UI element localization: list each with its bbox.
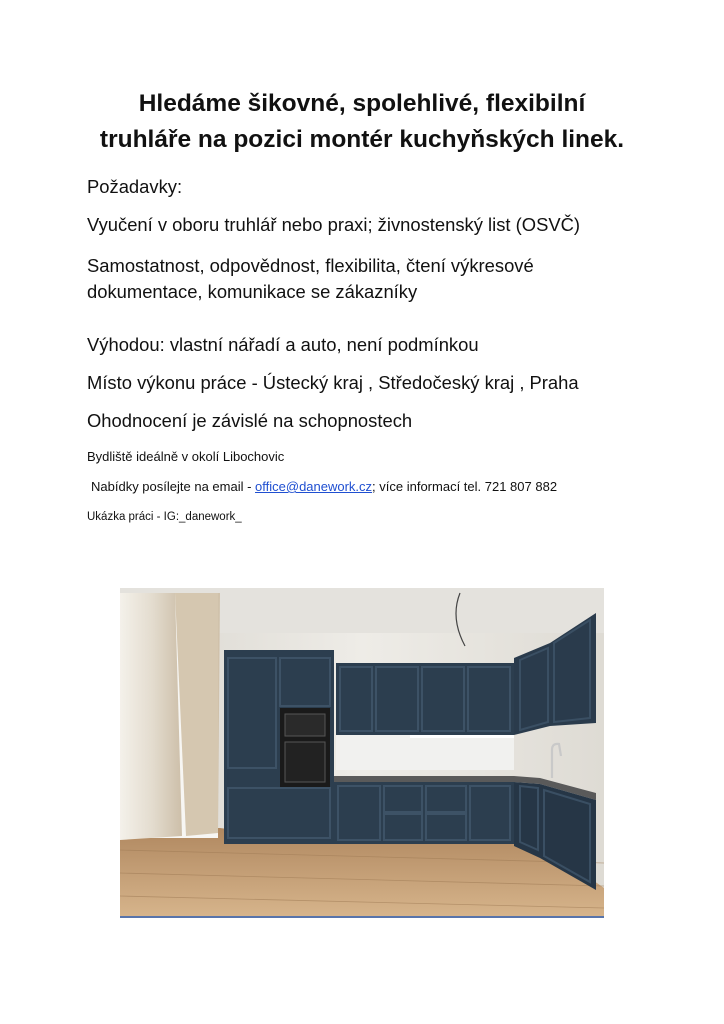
kitchen-photo xyxy=(120,588,604,918)
advantage-text: Výhodou: vlastní nářadí a auto, není podmínkou xyxy=(87,334,479,355)
base-cabinets xyxy=(334,782,514,844)
residence-text: Bydliště ideálně v okolí Libochovic xyxy=(87,449,285,464)
page-title xyxy=(60,86,664,158)
contact-line xyxy=(91,478,557,496)
backsplash xyxy=(336,735,514,770)
title-line-2: truhláře na pozici montér kuchyňských linek. xyxy=(99,126,625,153)
under-cabinet-light xyxy=(410,735,514,738)
requirement-skills-line-2: dokumentace, komunikace se zákazníky xyxy=(87,281,418,302)
curtain-left xyxy=(120,593,182,840)
upper-cabinets xyxy=(336,663,514,735)
requirement-skills-line-1: Samostatnost, odpovědnost, flexibilita, čtení výkresové xyxy=(87,255,534,276)
title-line-1: Hledáme šikovné, spolehlivé, flexibilní xyxy=(138,90,586,117)
salary-text: Ohodnocení je závislé na schopnostech xyxy=(87,410,413,431)
email-link[interactable]: office@danework.cz xyxy=(255,479,373,494)
requirements-heading: Požadavky: xyxy=(87,176,183,197)
portfolio-text: Ukázka práci - IG:_danework_ xyxy=(87,511,242,523)
requirement-qualification: Vyučení v oboru truhlář nebo praxi; živnostenský list (OSVČ) xyxy=(87,214,581,235)
contact-prefix: Nabídky posílejte na email - xyxy=(91,479,256,494)
location-text: Místo výkonu práce - Ústecký kraj , Středočeský kraj , Praha xyxy=(87,372,579,393)
kitchen-illustration xyxy=(120,588,604,918)
contact-suffix: ; více informací tel. 721 807 882 xyxy=(372,479,558,494)
